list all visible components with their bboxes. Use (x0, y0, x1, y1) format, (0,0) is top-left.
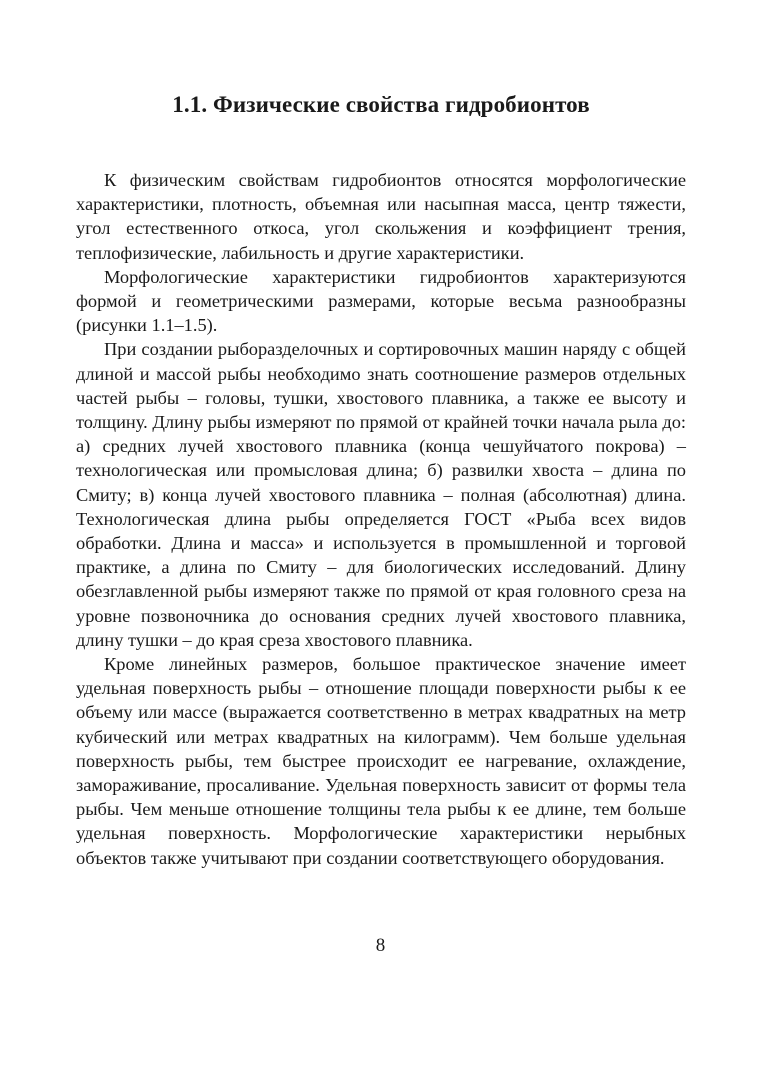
page-number: 8 (375, 935, 386, 956)
paragraph-morphology: Морфологические характеристики гидробионтов характеризуются формой и геометрическими размерами, которые весьма разнообразны (рисунки 1.1–1.5). (76, 266, 686, 336)
page-content (76, 90, 686, 870)
section-title: 1.1. Физические свойства гидробионтов (172, 92, 590, 117)
paragraph-physical-properties: К физическим свойствам гидробионтов относятся морфологические характеристики, плотность, объемная или насыпная масса, центр тяжести, угол естественного откоса, угол скольжения и коэффициент трения, теплофизические, лабильность и другие характеристики. (76, 170, 686, 263)
paragraph-specific-surface: Кроме линейных размеров, большое практическое значение имеет удельная поверхность рыбы – отношение площади поверхности рыбы к ее объему или массе (выражается соответственно в метрах квадратных на метр кубический или метрах квадратных на килограмм). Чем больше удельная поверхность рыбы, тем быстрее происходит ее нагревание, охлаждение, замораживание, просаливание. Удельная поверхность зависит от формы тела рыбы. Чем меньше отношение толщины тела рыбы к ее длине, тем больше удельная поверхность. Морфологические характеристики нерыбных объектов также учитывают при создании соответствующего оборудования. (76, 654, 686, 868)
paragraph-fish-length: При создании рыборазделочных и сортировочных машин наряду с общей длиной и массой рыбы необходимо знать соотношение размеров отдельных частей рыбы – головы, тушки, хвостового плавника, а также ее высоту и толщину. Длину рыбы измеряют по прямой от крайней точки начала рыла до: а) средних лучей хвостового плавника (конца чешуйчатого покрова) – технологическая или промысловая длина; б) развилки хвоста – длина по Смиту; в) конца лучей хвостового плавника – полная (абсолютная) длина. Технологическая длина рыбы определяется ГОСТ «Рыба всех видов обработки. Длина и масса» и используется в промышленной и торговой практике, а длина по Смиту – для биологических исследований. Длину обезглавленной рыбы измеряют также по прямой от края головного среза на уровне позвоночника до основания средних лучей хвостового плавника, длину тушки – до края среза хвостового плавника. (76, 339, 686, 650)
